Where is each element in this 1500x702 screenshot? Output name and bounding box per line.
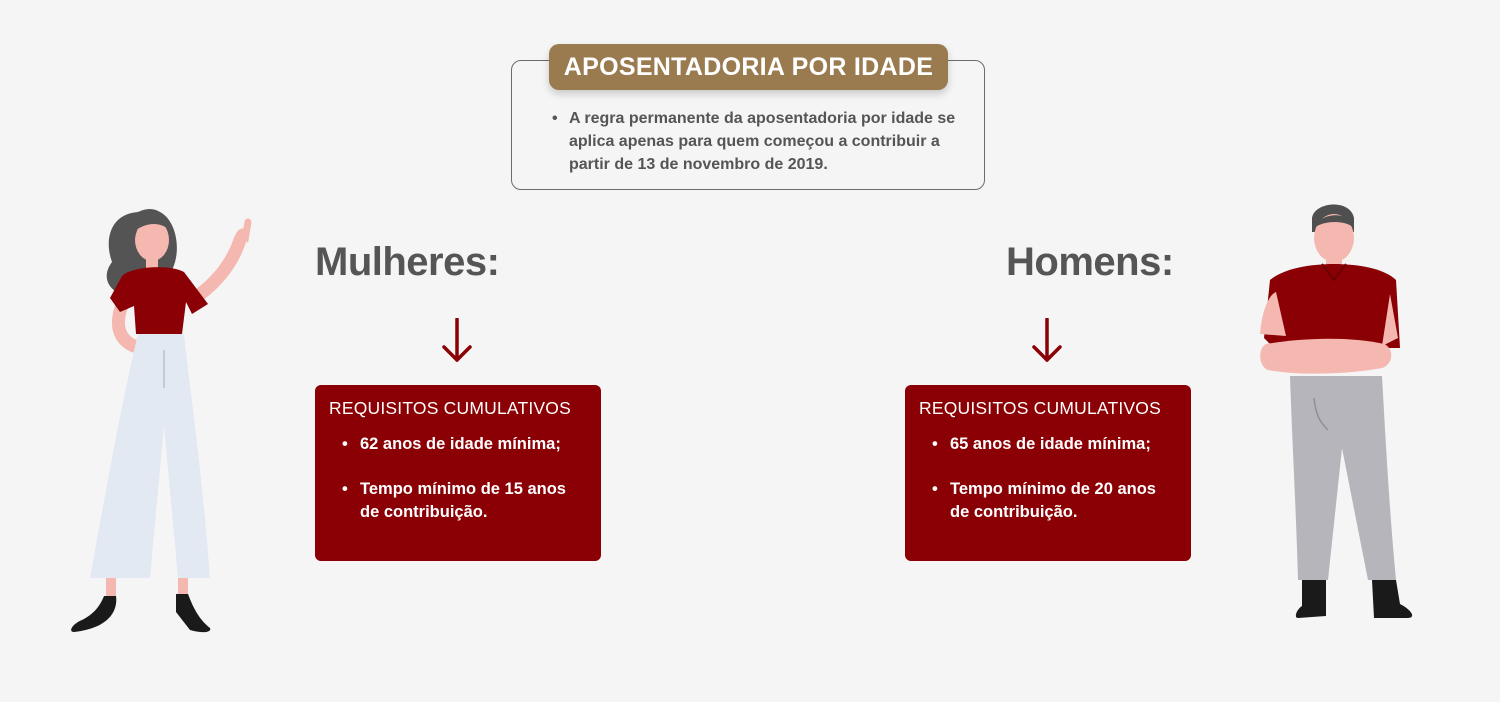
arrow-down-icon	[1031, 318, 1063, 364]
title-banner: APOSENTADORIA POR IDADE	[549, 44, 948, 90]
men-heading: Homens:	[1006, 240, 1174, 284]
requirements-title: REQUISITOS CUMULATIVOS	[329, 398, 571, 418]
requirement-item: • 65 anos de idade mínima;	[919, 433, 1177, 456]
men-requirements-box	[905, 385, 1191, 561]
woman-illustration	[60, 200, 260, 640]
info-bullet: • A regra permanente da aposentadoria por idade se aplica apenas para quem começou a contribuir a partir de 13 de novembro de 2019.	[552, 107, 962, 176]
requirements-list	[329, 433, 587, 524]
requirements-list	[919, 433, 1177, 524]
requirements-title: REQUISITOS CUMULATIVOS	[919, 398, 1161, 418]
requirement-item: • 62 anos de idade mínima;	[329, 433, 587, 456]
info-list	[552, 107, 962, 176]
women-heading: Mulheres:	[315, 240, 500, 284]
requirement-item: • Tempo mínimo de 20 anos de contribuição.	[919, 478, 1177, 524]
man-illustration	[1250, 198, 1425, 628]
requirement-item: • Tempo mínimo de 15 anos de contribuição.	[329, 478, 587, 524]
arrow-down-icon	[441, 318, 473, 364]
women-requirements-box	[315, 385, 601, 561]
